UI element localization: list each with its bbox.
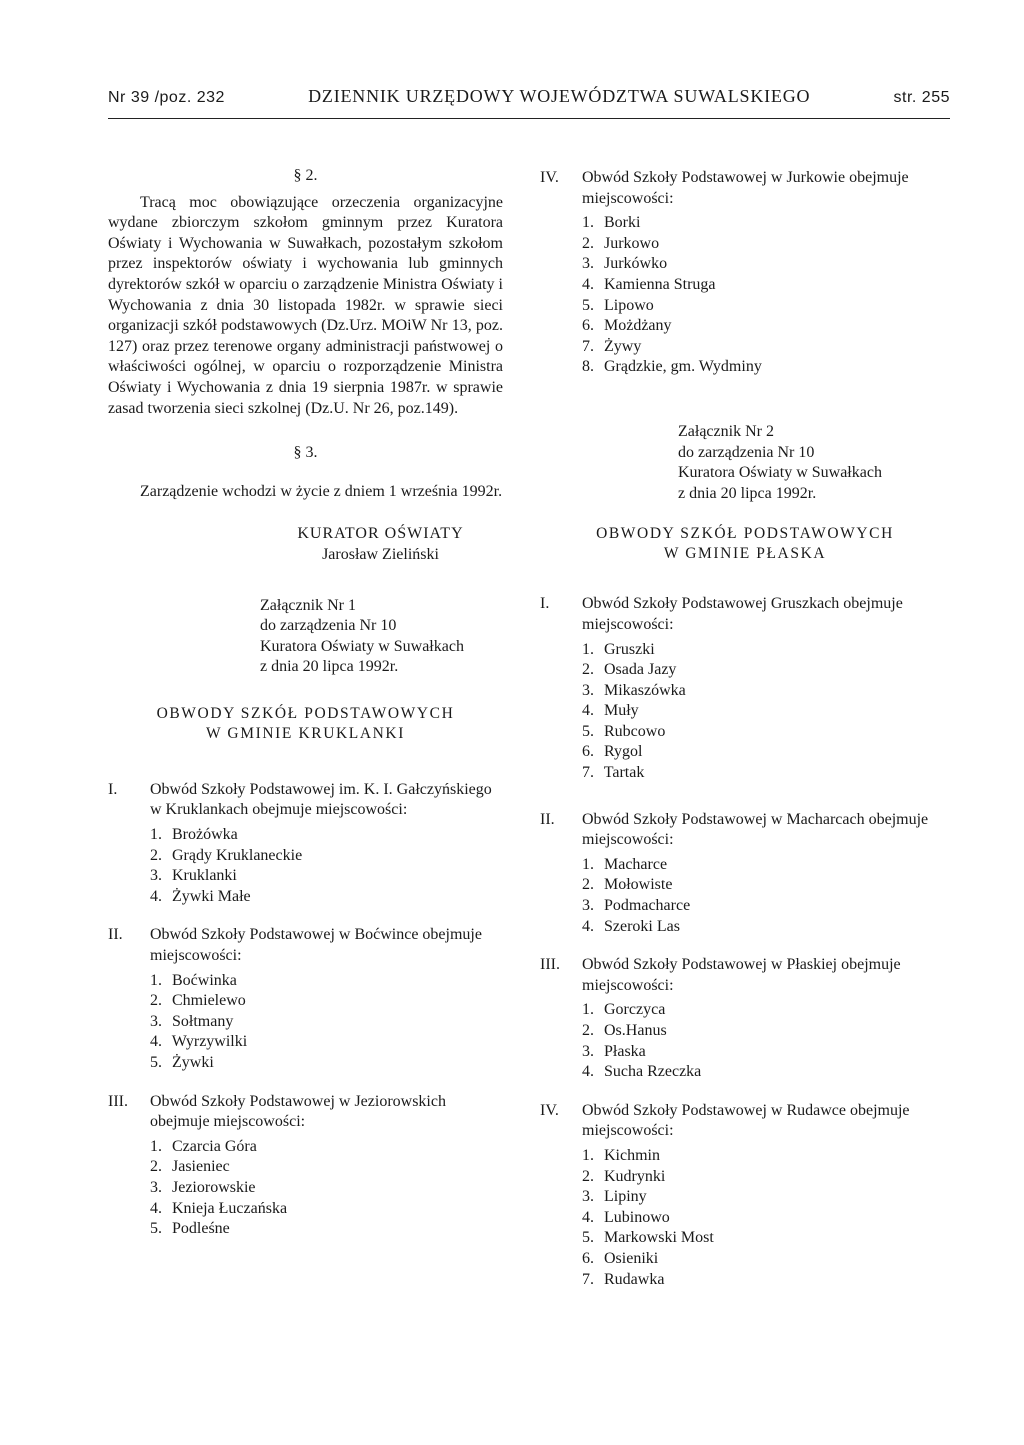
district-item [540, 594, 950, 783]
village-item: 4. Knieja Łuczańska [150, 1199, 288, 1217]
village-item: 2. Grądy Kruklaneckie [150, 846, 303, 864]
village-item: 1. Brożówka [150, 826, 238, 844]
annex-1-districts-continued [540, 168, 950, 378]
village-item: 2. Kudrynki [582, 1167, 666, 1185]
annex-2-districts [540, 594, 950, 1290]
village-item: 4. Szeroki Las [582, 917, 680, 935]
annex-2-heading-line2: W GMINIE PŁASKA [663, 545, 827, 563]
village-item: 3. Kruklanki [150, 867, 237, 885]
village-item: 6. Możdżany [582, 317, 672, 335]
village-item: 5. Podleśne [150, 1220, 230, 1238]
village-item: 3. Sołtmany [150, 1012, 234, 1030]
district-item [108, 780, 503, 908]
district-text: Obwód Szkoły Podstawowej im. K. I. Gałczyńskiego w Kruklankach obejmuje miejscowości: [150, 780, 492, 819]
district-number: I. [540, 595, 550, 613]
section-3-mark: § 3. [293, 444, 318, 462]
village-item: 4. Lubinowo [582, 1208, 670, 1226]
district-text: Obwód Szkoły Podstawowej w Jeziorowskich obejmuje miejscowości: [150, 1092, 446, 1131]
header-rule [108, 118, 950, 119]
district-number: IV. [540, 169, 559, 186]
village-item: 1. Czarcia Góra [150, 1137, 257, 1155]
annex-1-line: z dnia 20 lipca 1992r. [260, 658, 399, 676]
district-text: Obwód Szkoły Podstawowej Gruszkach obejmuje miejscowości: [582, 595, 903, 633]
village-item: 1. Boćwinka [150, 971, 237, 989]
district-number: I. [108, 780, 118, 798]
district-item [108, 925, 503, 1073]
annex-2-line: Kuratora Oświaty w Suwałkach [678, 464, 882, 482]
district-number: III. [540, 956, 560, 974]
district-item [540, 1101, 950, 1290]
village-item: 4. Żywki Małe [150, 887, 251, 905]
district-item [540, 168, 950, 378]
village-item: 1. Gruszki [582, 640, 655, 658]
annex-1-note [260, 596, 503, 678]
district-number: II. [108, 926, 123, 944]
issue-number: Nr 39 /poz. 232 [108, 89, 225, 106]
district-number: III. [108, 1092, 128, 1110]
annex-2-line: do zarządzenia Nr 10 [678, 443, 815, 461]
district-item [540, 810, 950, 938]
village-item: 5. Żywki [150, 1054, 214, 1071]
signature-name: Jarosław Zieliński [322, 545, 439, 563]
annex-1-line: Kuratora Oświaty w Suwałkach [260, 637, 464, 655]
village-list [582, 1146, 950, 1290]
village-item: 3. Podmacharce [582, 897, 691, 915]
district-text: Obwód Szkoły Podstawowej w Rudawce obejmuje miejscowości: [582, 1101, 910, 1140]
village-item: 1. Borki [582, 214, 641, 232]
village-list [582, 1000, 950, 1082]
village-item: 5. Markowski Most [582, 1229, 714, 1247]
annex-2-line: z dnia 20 lipca 1992r. [678, 484, 817, 502]
village-item: 4. Wyrzywilki [150, 1033, 248, 1051]
section-3-text: Zarządzenie wchodzi w życie z dniem 1 września 1992r. [140, 482, 503, 500]
annex-2-note [678, 422, 950, 504]
district-text: Obwód Szkoły Podstawowej w Boćwince obejmuje miejscowości: [150, 926, 482, 965]
annex-1-line: do zarządzenia Nr 10 [260, 617, 397, 635]
district-text: Obwód Szkoły Podstawowej w Jurkowie obejmuje miejscowości: [582, 169, 909, 207]
section-2-text: Tracą moc obowiązujące orzeczenia organizacyjne wydane zbiorczym szkołom gminnym przez Kuratora Oświaty i Wychowania w Suwałkach, pozostałym szkołom przez inspektorów oświaty i wychowania lub gminnych dyrektorów szkół w oparciu o zarządzenie Ministra Oświaty i Wychowania z dnia 30 listopada 1982r. w sprawie sieci organizacji szkół podstawowych (Dz.Urz. MOiW Nr 13, poz. 127) oraz przez terenowe organy administracji państwowej o właściwości ogólnej, w oparciu o rozporządzenie Ministra Oświaty i Wychowania z dnia 19 sierpnia 1987r. w sprawie zasad tworzenia sieci szkolnej (Dz.U. Nr 26, poz.149). [108, 193, 503, 417]
village-item: 3. Jurkówko [582, 255, 668, 273]
village-item: 1. Macharce [582, 855, 668, 873]
village-item: 4. Muły [582, 702, 639, 720]
district-item [108, 1092, 503, 1240]
district-text: Obwód Szkoły Podstawowej w Macharcach obejmuje miejscowości: [582, 810, 929, 849]
village-list [150, 971, 503, 1074]
village-item: 3. Płaska [582, 1042, 646, 1060]
district-text: Obwód Szkoły Podstawowej w Płaskiej obejmuje miejscowości: [582, 956, 901, 994]
village-list [582, 855, 950, 937]
village-item: 2. Jasieniec [150, 1158, 230, 1176]
village-item: 2. Os.Hanus [582, 1022, 667, 1039]
village-item: 2. Chmielewo [150, 992, 246, 1010]
annex-1-line: Załącznik Nr 1 [260, 596, 356, 614]
annex-1-districts [108, 780, 503, 1240]
annex-1-heading-line1: OBWODY SZKÓŁ PODSTAWOWYCH [156, 704, 455, 722]
signature-title: KURATOR OŚWIATY [297, 525, 464, 543]
village-item: 8. Grądzkie, gm. Wydminy [582, 358, 762, 376]
district-number: IV. [540, 1101, 559, 1119]
village-item: 1. Gorczyca [582, 1001, 666, 1019]
village-item: 2. Jurkowo [582, 234, 660, 252]
village-item: 2. Osada Jazy [582, 661, 677, 679]
section-2-mark: § 2. [293, 167, 318, 184]
village-item: 5. Lipowo [582, 296, 654, 314]
right-column [540, 160, 950, 1290]
village-item: 4. Kamienna Struga [582, 275, 716, 293]
annex-2-heading [540, 524, 950, 564]
village-item: 5. Rubcowo [582, 722, 666, 740]
page-number: str. 255 [893, 89, 950, 106]
village-list [150, 825, 503, 907]
annex-2-heading-line1: OBWODY SZKÓŁ PODSTAWOWYCH [596, 525, 894, 543]
village-item: 3. Lipiny [582, 1188, 647, 1206]
annex-2-line: Załącznik Nr 2 [678, 422, 774, 440]
village-item: 6. Rygol [582, 743, 643, 761]
page-header [108, 86, 950, 107]
journal-title: DZIENNIK URZĘDOWY WOJEWÓDZTWA SUWALSKIEGO [308, 86, 811, 106]
village-item: 7. Żywy [582, 337, 642, 355]
village-item: 4. Sucha Rzeczka [582, 1063, 702, 1081]
left-column [108, 160, 503, 1240]
district-number: II. [540, 810, 555, 828]
annex-1-heading [108, 704, 503, 744]
village-list [582, 640, 950, 784]
village-item: 2. Mołowiste [582, 876, 673, 894]
village-item: 3. Mikaszówka [582, 681, 686, 699]
village-item: 7. Tartak [582, 764, 645, 782]
village-item: 7. Rudawka [582, 1270, 665, 1288]
district-item [540, 955, 950, 1083]
village-item: 3. Jeziorowskie [150, 1178, 256, 1196]
village-item: 6. Osieniki [582, 1249, 659, 1267]
village-list [582, 213, 950, 378]
village-list [150, 1137, 503, 1240]
annex-1-heading-line2: W GMINIE KRUKLANKI [206, 724, 405, 742]
village-item: 1. Kichmin [582, 1146, 660, 1164]
